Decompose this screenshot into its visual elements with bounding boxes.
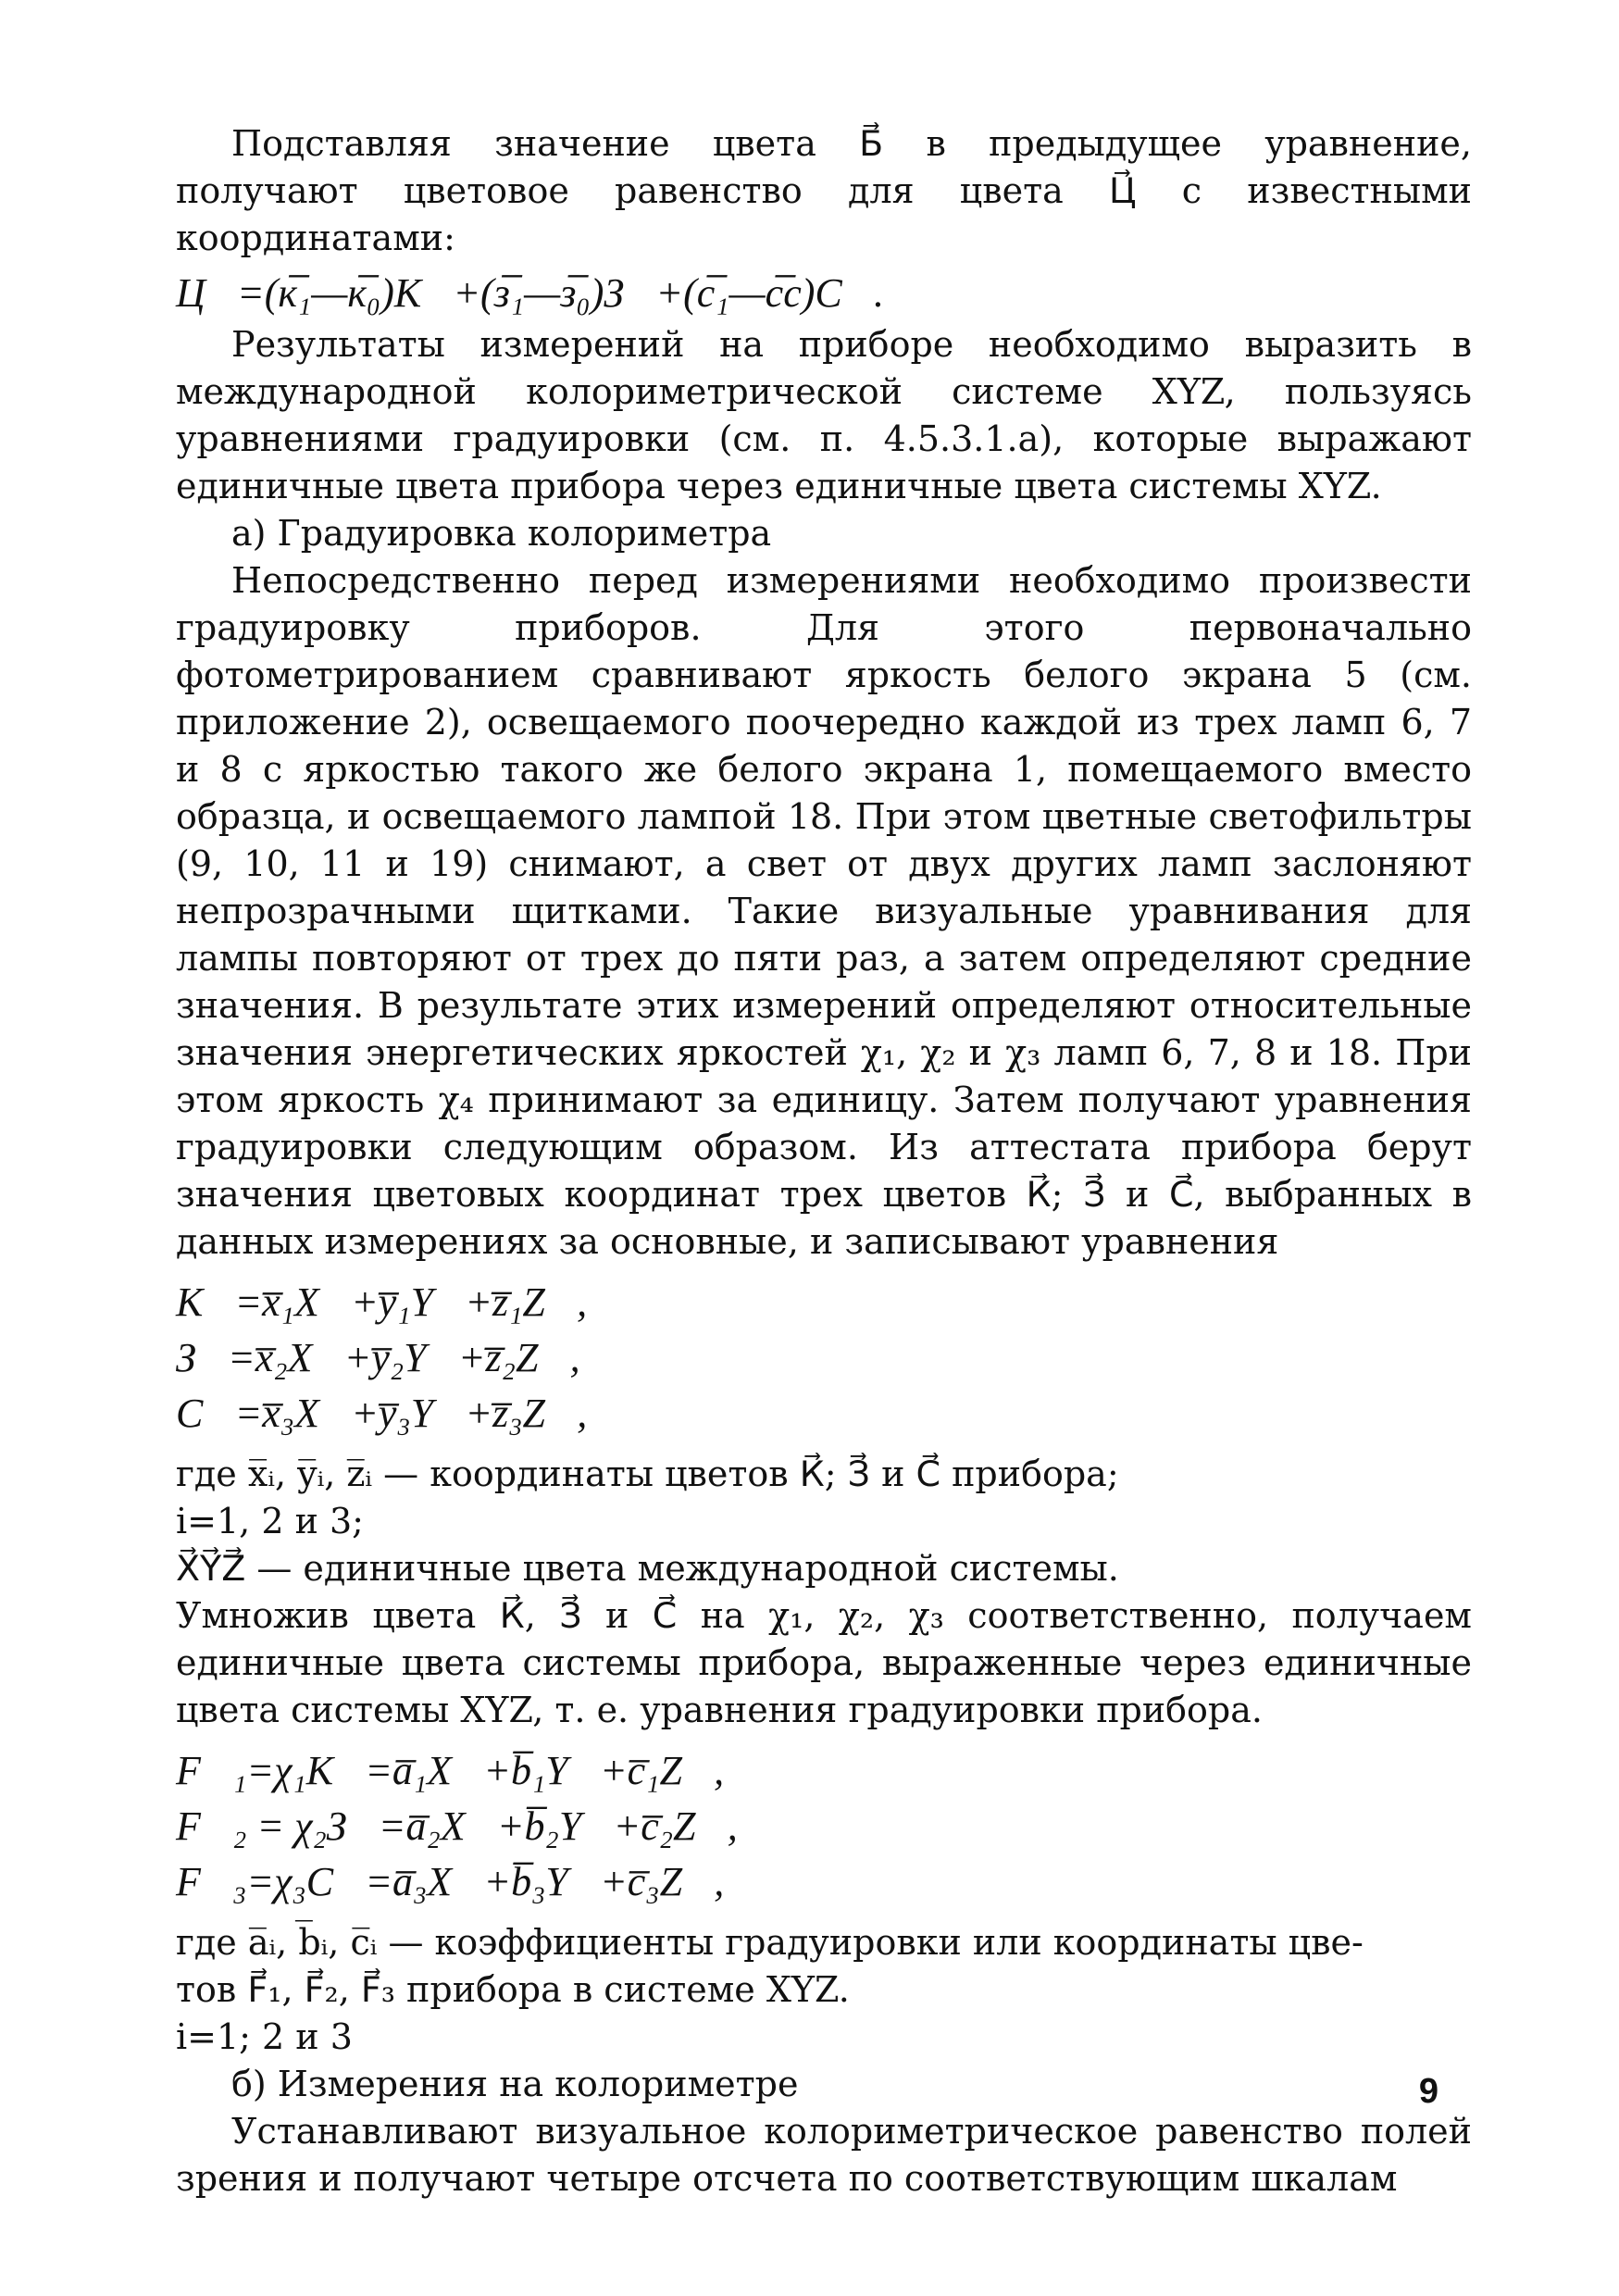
calibration-paragraph: Непосредственно перед измерениями необходимо произвести градуировку приборов. Для этого первоначально фотометрированием сравнивают яркость белого экрана 5 (см. приложение 2), освещаемого поочередно каждой из трех ламп 6, 7 и 8 с яркостью такого же белого экрана 1, помещаемого вместо образца, и освещаемого лампой 18. При этом цветные светофильтры (9, 10, 11 и 19) снимают, а свет от двух других ламп заслоняют непрозрачными щитками. Такие визуальные уравнивания для лампы повторяют от трех до пяти раз, а затем определяют средние значения. В результате этих измерений определяют относительные значения энергетических яркостей χ₁, χ₂ и χ₃ ламп 6, 7, 8 и 18. При этом яркость χ₄ принимают за единицу. Затем получают уравнения градуировки следующим образом. Из аттестата прибора берут значения цветовых координат трех цветов К⃗; З⃗ и С⃗, выбранных в данных измерениях за основные, и записывают уравнения bbox=[176, 560, 1472, 1262]
where-coefficients: где a̅ᵢ, b̅ᵢ, c̅ᵢ — коэффициенты градуировки или координаты цве- bbox=[176, 1922, 1364, 1963]
section-heading-b: б) Измерения на колориметре bbox=[231, 2064, 799, 2104]
index-range-2: i=1; 2 и 3 bbox=[176, 2016, 353, 2057]
text-column bbox=[176, 120, 1472, 2202]
equation-c: С⃗=x̅₃X⃗+y̅₃Y⃗+z̅₃Z⃗, bbox=[176, 1391, 588, 1436]
equation-k: К⃗=x̅₁X⃗+y̅₁Y⃗+z̅₁Z⃗, bbox=[176, 1279, 588, 1325]
xyz-definition: X⃗Y⃗Z⃗ — единичные цвета международной системы. bbox=[176, 1548, 1119, 1589]
where-coefficients-cont: тов F⃗₁, F⃗₂, F⃗₃ прибора в системе XYZ. bbox=[176, 1969, 850, 2010]
section-heading-a: а) Градуировка колориметра bbox=[231, 513, 772, 554]
equation-f3: F⃗₃=χ₃С⃗=a̅₃X⃗+b̅₃Y⃗+c̅₃Z⃗, bbox=[176, 1859, 725, 1904]
index-range-1: i=1, 2 и 3; bbox=[176, 1501, 364, 1541]
results-paragraph: Результаты измерений на приборе необходимо выразить в международной колориметрической системе XYZ, пользуясь уравнениями градуировки (см. п. 4.5.3.1.а), которые выражают единичные цвета прибора через единичные цвета системы XYZ. bbox=[176, 324, 1472, 506]
page-number: 9 bbox=[1418, 2072, 1438, 2111]
intro-paragraph: Подставляя значение цвета Б⃗ в предыдущее уравнение, получают цветовое равенство для цвета Ц⃗ с известными координатами: bbox=[176, 123, 1472, 258]
equation-f2: F⃗₂ = χ₂З⃗=a̅₂X⃗+b̅₂Y⃗+c̅₂Z⃗, bbox=[176, 1803, 738, 1849]
equation-z: З⃗=x̅₂X⃗+y̅₂Y⃗+z̅₂Z⃗, bbox=[176, 1335, 580, 1380]
measurement-paragraph: Устанавливают визуальное колориметрическое равенство полей зрения и получают четыре отсчета по соответствующим шкалам bbox=[176, 2111, 1472, 2199]
equation-f1: F⃗₁=χ₁К⃗=a̅₁X⃗+b̅₁Y⃗+c̅₁Z⃗, bbox=[176, 1748, 725, 1793]
equations-group-1 bbox=[176, 1275, 1472, 1441]
equations-group-2 bbox=[176, 1743, 1472, 1910]
multiply-paragraph: Умножив цвета К⃗, З⃗ и С⃗ на χ₁, χ₂, χ₃ соответственно, получаем единичные цвета системы прибора, выраженные через единичные цвета системы XYZ, т. е. уравнения градуировки прибора. bbox=[176, 1595, 1472, 1730]
main-equation: Ц⃗=(к̅₁—к̅₀)К⃗+(з̅₁—з̅₀)З⃗+(с̅₁—с̅с)С⃗. bbox=[176, 270, 884, 316]
where-coordinates: где x̅ᵢ, y̅ᵢ, z̅ᵢ — координаты цветов К⃗; З⃗ и С⃗ прибора; bbox=[176, 1454, 1119, 1494]
